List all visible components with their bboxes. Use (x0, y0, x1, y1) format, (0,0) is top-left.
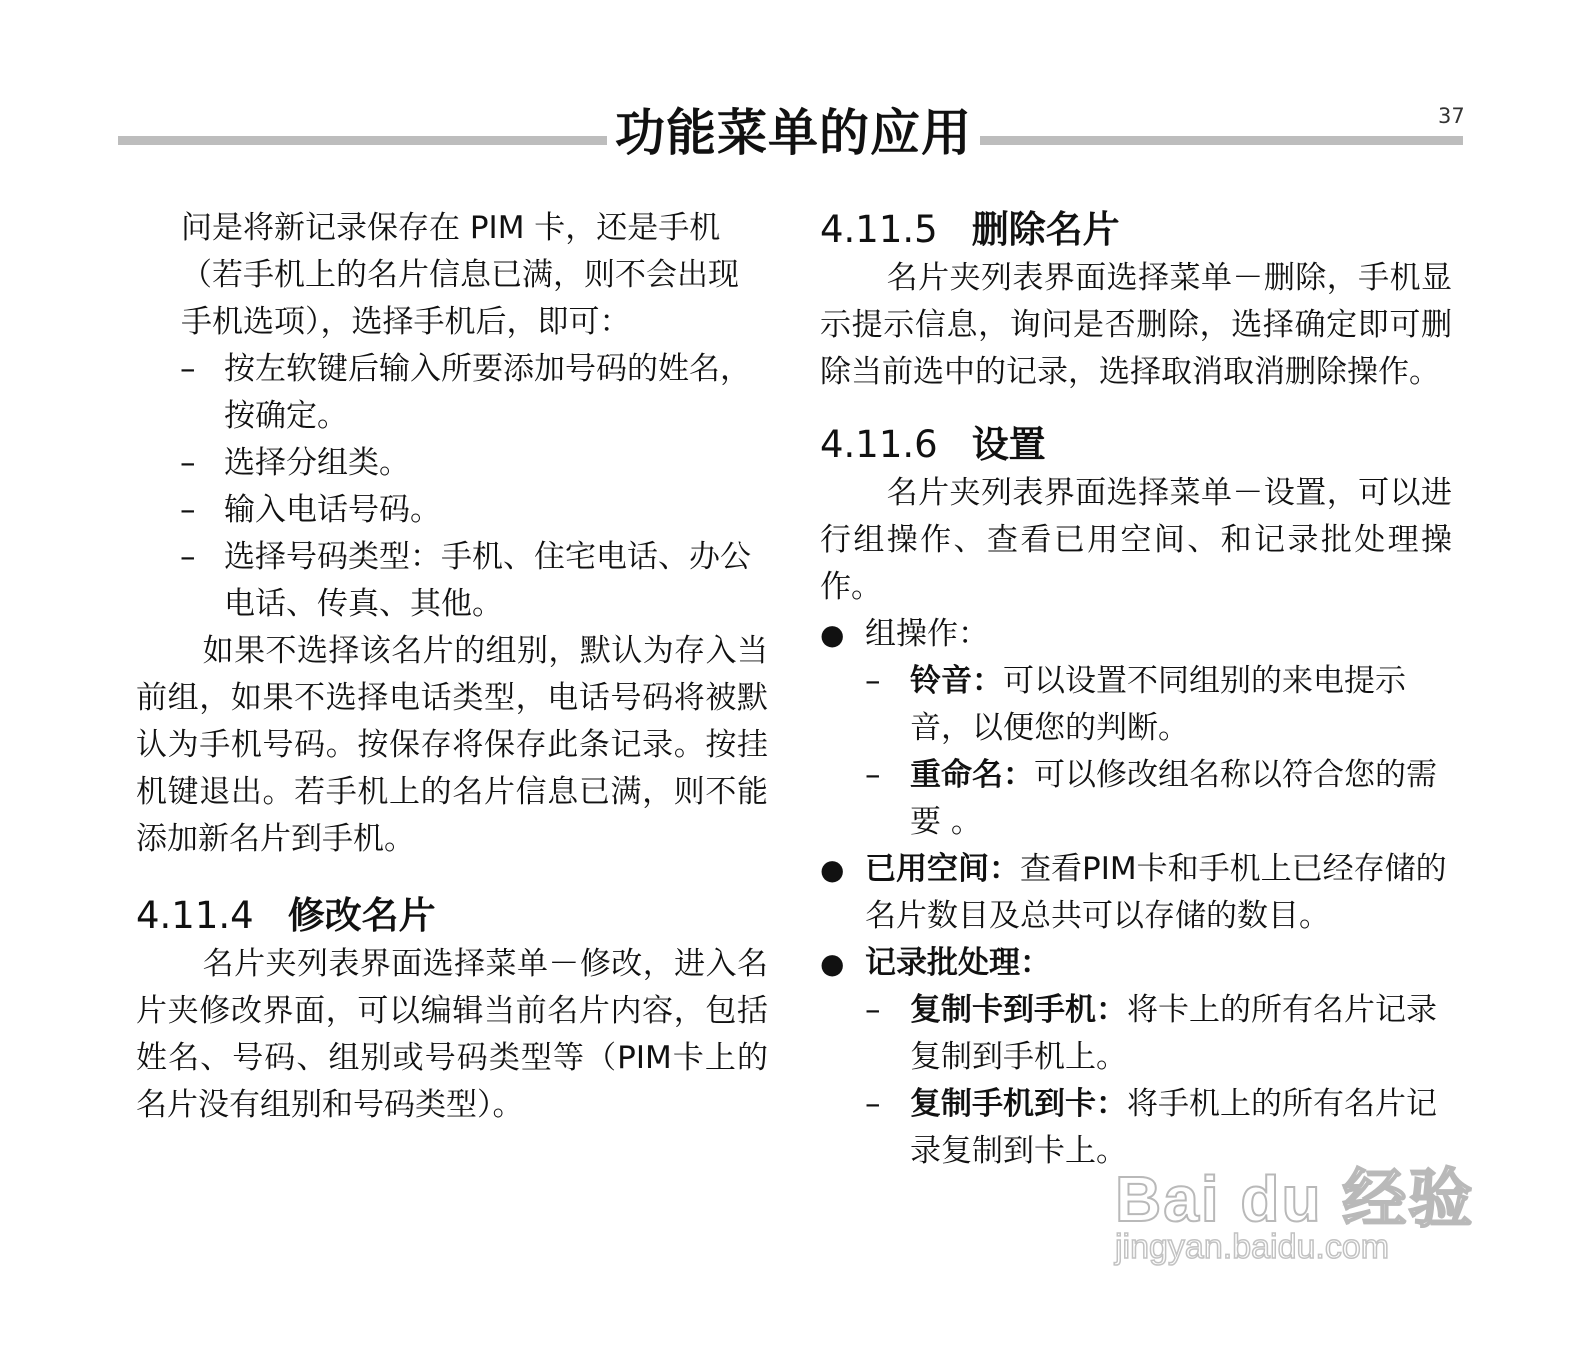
sub-item-label: 复制卡到手机： (910, 992, 1127, 1028)
sub-item-label: 铃音： (910, 663, 1003, 699)
dash-marker: – (865, 1086, 881, 1122)
bullet-marker: ● (820, 618, 845, 651)
bullet-batch (820, 940, 1452, 987)
sub-item-text: 将卡上的所有名片记录复制到手机上。 (910, 992, 1437, 1075)
dash-marker: – (865, 757, 881, 793)
dash-marker: – (865, 992, 881, 1028)
section-number: 4.11.4 (136, 894, 254, 937)
sub-item-copy-card-to-phone (820, 987, 1452, 1081)
page-title-text: 功能菜单的应用 (607, 104, 980, 162)
right-column (820, 205, 1452, 1175)
sub-item-rename (820, 752, 1452, 846)
intro-line-2: （若手机上的名片信息已满，则不会出现 (181, 257, 739, 293)
page-title (0, 100, 1587, 166)
step-item (136, 440, 768, 487)
bullet-label: 组操作： (865, 616, 989, 652)
sub-item-text: 将手机上的所有名片记录复制到卡上。 (910, 1086, 1437, 1169)
section-body-4115: 名片夹列表界面选择菜单－删除，手机显示提示信息，询问是否删除，选择确定即可删除当前选中的记录，选择取消取消删除操作。 (820, 260, 1452, 390)
section-body-4116: 名片夹列表界面选择菜单－设置，可以进行组操作、查看已用空间、和记录批处理操作。 (820, 475, 1452, 605)
sub-item-text: 可以修改组名称以符合您的需要 。 (910, 757, 1437, 840)
default-note: 如果不选择该名片的组别，默认为存入当前组，如果不选择电话类型，电话号码将被默认为手机号码。按保存将保存此条记录。按挂机键退出。若手机上的名片信息已满，则不能添加新名片到手机。 (136, 633, 768, 857)
section-number: 4.11.5 (820, 208, 938, 251)
section-body-4114: 名片夹列表界面选择菜单－修改，进入名片夹修改界面，可以编辑当前名片内容，包括姓名、号码、组别或号码类型等（PIM卡上的名片没有组别和号码类型）。 (136, 946, 768, 1123)
section-title: 设置 (971, 423, 1046, 466)
dash-marker: – (180, 492, 196, 528)
step-text: 选择号码类型：手机、住宅电话、办公电话、传真、其他。 (224, 539, 751, 622)
dash-marker: – (180, 539, 196, 575)
step-item (136, 534, 768, 628)
bullet-text: 查看PIM卡和手机上已经存储的名片数目及总共可以存储的数目。 (865, 851, 1447, 934)
left-column (136, 205, 768, 1129)
section-number: 4.11.6 (820, 423, 938, 466)
bullet-group-ops (820, 611, 1452, 658)
sub-item-text: 可以设置不同组别的来电提示音，以便您的判断。 (910, 663, 1406, 746)
section-heading-4116 (820, 420, 1452, 470)
bullet-label: 记录批处理： (865, 945, 1051, 981)
section-heading-4114 (136, 891, 768, 941)
watermark-logo: Bai du 经验 (1115, 1163, 1475, 1235)
bullet-marker: ● (820, 853, 845, 886)
sub-item-ringtone (820, 658, 1452, 752)
bullet-used-space (820, 846, 1452, 940)
step-item (136, 346, 768, 440)
step-item (136, 487, 768, 534)
step-text: 选择分组类。 (224, 445, 410, 481)
steps-list (136, 346, 768, 628)
bullet-label: 已用空间： (865, 851, 1020, 887)
section-title: 修改名片 (287, 894, 436, 937)
dash-marker: – (865, 663, 881, 699)
sub-item-label: 重命名： (910, 757, 1034, 793)
section-heading-4115 (820, 205, 1452, 255)
sub-item-copy-phone-to-card (820, 1081, 1452, 1175)
step-text: 按左软键后输入所要添加号码的姓名，按确定。 (224, 351, 751, 434)
bullet-marker: ● (820, 947, 845, 980)
dash-marker: – (180, 445, 196, 481)
intro-line-1: 问是将新记录保存在 PIM 卡，还是手机 (181, 210, 721, 246)
section-title: 删除名片 (971, 208, 1120, 251)
step-text: 输入电话号码。 (224, 492, 441, 528)
watermark-url: jingyan.baidu.com (1115, 1228, 1390, 1266)
settings-list (820, 611, 1452, 1175)
sub-item-label: 复制手机到卡： (910, 1086, 1127, 1122)
dash-marker: – (180, 351, 196, 387)
intro-line-3: 手机选项），选择手机后，即可： (181, 304, 631, 340)
page-number: 37 (1438, 104, 1465, 128)
